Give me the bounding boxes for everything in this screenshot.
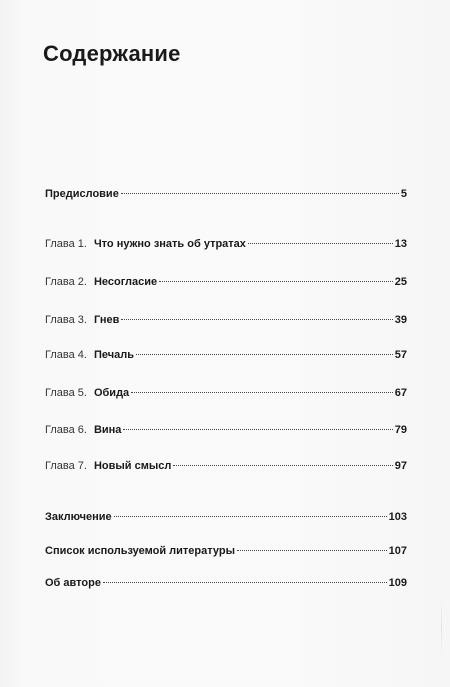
toc-page-number: 39 [394, 314, 407, 326]
chapter-number: Глава 3. [45, 314, 87, 326]
dot-leader [136, 354, 393, 355]
toc-entry-chapter-7[interactable] [45, 458, 407, 474]
dot-leader [248, 243, 393, 244]
toc-page-number: 57 [394, 349, 407, 361]
toc-page-number: 67 [394, 387, 407, 399]
toc-entry-chapter-3[interactable] [45, 312, 407, 328]
dot-leader [123, 429, 392, 430]
toc-entry-title: Заключение [45, 511, 112, 523]
dot-leader [237, 550, 387, 551]
chapter-number: Глава 1. [45, 238, 87, 250]
toc-entry-conclusion[interactable] [45, 509, 407, 525]
toc-entry-title: Вина [93, 424, 122, 436]
toc-entry-title: Несогласие [93, 276, 158, 288]
chapter-number: Глава 7. [45, 460, 87, 472]
dot-leader [131, 392, 393, 393]
toc-entry-title: Новый смысл [93, 460, 172, 472]
toc-entry-chapter-5[interactable] [45, 385, 407, 401]
toc-page-number: 5 [400, 188, 407, 200]
dot-leader [121, 193, 399, 194]
toc-entry-title: Обида [93, 387, 130, 399]
page-title: Содержание [43, 41, 181, 66]
toc-entry-title: Печаль [93, 349, 134, 361]
toc-page-number: 97 [394, 460, 407, 472]
toc-page-number: 109 [388, 577, 407, 589]
toc-entry-about-author[interactable] [45, 575, 407, 591]
toc-page-number: 79 [394, 424, 407, 436]
chapter-number: Глава 4. [45, 349, 87, 361]
toc-page-number: 13 [394, 238, 407, 250]
toc-page-number: 107 [388, 545, 407, 557]
dot-leader [121, 319, 392, 320]
chapter-number: Глава 5. [45, 387, 87, 399]
toc-entry-chapter-6[interactable] [45, 422, 407, 438]
toc-entry-title: Гнев [93, 314, 120, 326]
toc-entry-chapter-4[interactable] [45, 347, 407, 363]
chapter-number: Глава 2. [45, 276, 87, 288]
toc-entry-title: Предисловие [45, 188, 119, 200]
dot-leader [159, 281, 393, 282]
page-edge-shadow [441, 597, 442, 657]
dot-leader [114, 516, 387, 517]
toc-entry-title: Список используемой литературы [45, 545, 235, 557]
dot-leader [103, 582, 387, 583]
chapter-number: Глава 6. [45, 424, 87, 436]
toc-entry-bibliography[interactable] [45, 543, 407, 559]
dot-leader [173, 465, 392, 466]
toc-entry-chapter-1[interactable] [45, 236, 407, 252]
toc-page-number: 25 [394, 276, 407, 288]
toc-entry-title: Что нужно знать об утратах [93, 238, 246, 250]
toc-page-number: 103 [388, 511, 407, 523]
toc-entry-chapter-2[interactable] [45, 274, 407, 290]
toc-entry-title: Об авторе [45, 577, 101, 589]
toc-entry-preface[interactable] [45, 186, 407, 202]
